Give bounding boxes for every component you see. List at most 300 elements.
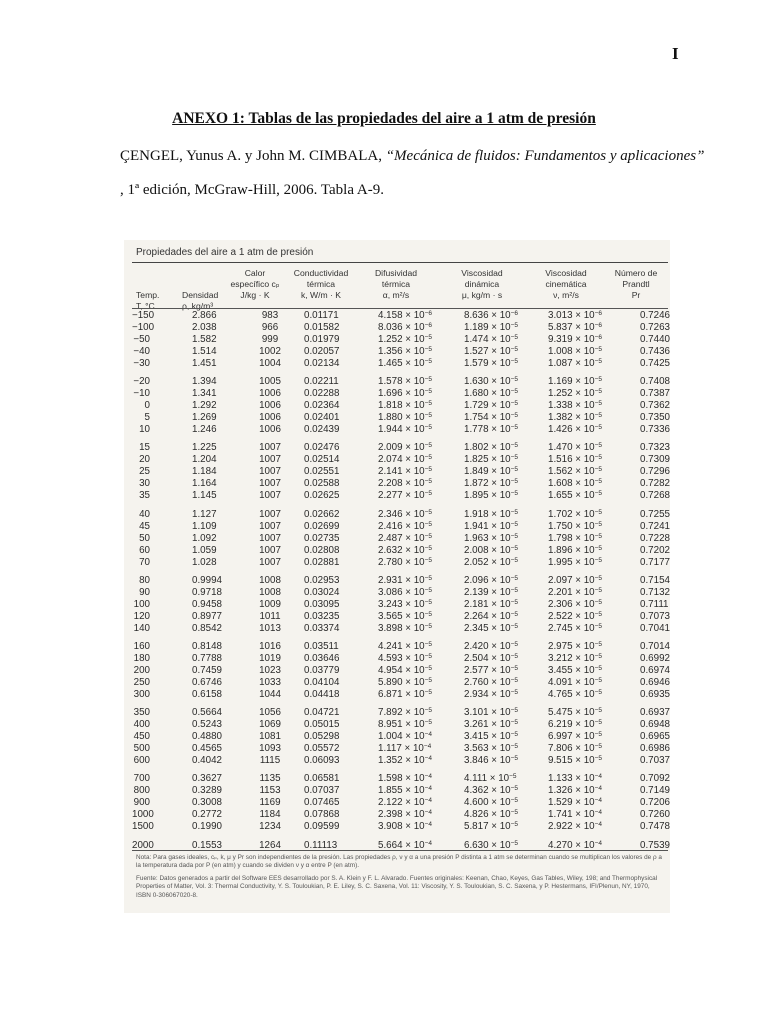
specific-heat-cell: 1007 xyxy=(259,478,281,490)
exponent: −4 xyxy=(594,773,603,781)
temperature-cell: 100 xyxy=(133,598,150,610)
prandtl-cell: 0.7241 xyxy=(640,520,670,532)
diffusivity-cell xyxy=(370,587,456,599)
exponent: −5 xyxy=(510,454,519,462)
diffusivity-cell xyxy=(370,797,456,809)
header-density-line: ρ, kg/m³ xyxy=(182,300,214,311)
diffusivity-cell xyxy=(370,701,456,719)
temperature-cell: −30 xyxy=(133,358,150,369)
kinematic-viscosity-cell xyxy=(540,731,624,743)
mantissa: 1.680 xyxy=(464,388,489,400)
mantissa: 1.696 xyxy=(378,388,403,400)
times-ten: × 10 xyxy=(572,785,595,797)
times-ten: × 10 xyxy=(402,532,425,544)
times-ten: × 10 xyxy=(572,676,595,688)
dynamic-viscosity-cell xyxy=(456,689,540,701)
specific-heat-cell: 1081 xyxy=(259,731,281,743)
times-ten: × 10 xyxy=(402,478,425,490)
kinematic-viscosity-cell xyxy=(540,466,624,478)
kinematic-viscosity-cell xyxy=(540,545,624,557)
density-cell: 0.6746 xyxy=(192,676,222,688)
table-row xyxy=(132,569,668,587)
exponent: −5 xyxy=(424,346,433,353)
mantissa: 3.898 xyxy=(378,622,403,634)
table-row xyxy=(132,478,668,490)
diffusivity-cell xyxy=(370,611,456,623)
diffusivity-cell xyxy=(370,653,456,665)
prandtl-cell: 0.7362 xyxy=(640,400,670,412)
dynamic-viscosity-cell xyxy=(456,635,540,653)
times-ten: × 10 xyxy=(572,707,595,719)
mantissa: 4.270 xyxy=(548,839,573,851)
prandtl-cell: 0.7037 xyxy=(640,755,670,767)
conductivity-cell: 0.02881 xyxy=(304,556,340,568)
times-ten: × 10 xyxy=(488,785,511,797)
table-row xyxy=(132,623,668,635)
exponent: −4 xyxy=(424,839,433,847)
exponent: −6 xyxy=(424,322,433,329)
mantissa: 3.086 xyxy=(378,586,403,598)
conductivity-cell: 0.06581 xyxy=(304,773,340,785)
header-nu-line: ν, m²/s xyxy=(553,289,579,300)
exponent: −5 xyxy=(510,707,519,715)
table-top-rule xyxy=(132,262,668,263)
specific-heat-cell: 1115 xyxy=(259,755,281,767)
times-ten: × 10 xyxy=(402,310,425,321)
temperature-cell: 200 xyxy=(133,664,150,676)
density-cell: 0.4042 xyxy=(192,755,222,767)
prandtl-cell: 0.7336 xyxy=(640,424,670,436)
mantissa: 4.954 xyxy=(378,664,403,676)
exponent: −5 xyxy=(424,358,433,365)
exponent: −5 xyxy=(594,664,603,672)
table-row xyxy=(132,701,668,719)
mantissa: 1.802 xyxy=(464,442,489,454)
times-ten: × 10 xyxy=(402,640,425,652)
exponent: −5 xyxy=(424,652,433,660)
mantissa: 2.632 xyxy=(378,544,403,556)
density-cell: 0.5664 xyxy=(192,707,222,719)
exponent: −5 xyxy=(594,719,603,727)
density-cell: 0.7459 xyxy=(192,664,222,676)
times-ten: × 10 xyxy=(488,676,511,688)
header-alpha-line: Difusividad xyxy=(374,268,418,278)
table-bottom-rule xyxy=(132,850,668,851)
mantissa: 1.189 xyxy=(464,322,489,333)
times-ten: × 10 xyxy=(572,322,595,333)
dynamic-viscosity-cell xyxy=(456,719,540,731)
mantissa: 1.855 xyxy=(378,785,403,797)
exponent: −5 xyxy=(510,322,519,329)
times-ten: × 10 xyxy=(402,785,425,797)
temperature-cell: 90 xyxy=(139,586,150,598)
header-bottom-rule xyxy=(132,308,668,309)
specific-heat-cell: 1033 xyxy=(259,676,281,688)
kinematic-viscosity-cell xyxy=(540,719,624,731)
header-pr-line: Prandtl xyxy=(622,278,650,289)
temperature-cell: 250 xyxy=(133,676,150,688)
temperature-cell: 40 xyxy=(139,508,150,520)
specific-heat-cell: 1056 xyxy=(259,707,281,719)
exponent: −5 xyxy=(510,466,519,474)
times-ten: × 10 xyxy=(488,731,511,743)
header-thermal-conductivity xyxy=(286,268,356,312)
specific-heat-cell: 1006 xyxy=(259,388,281,400)
times-ten: × 10 xyxy=(488,574,511,586)
dynamic-viscosity-cell xyxy=(456,653,540,665)
dynamic-viscosity-cell xyxy=(456,436,540,454)
table-row xyxy=(132,490,668,502)
mantissa: 2.345 xyxy=(464,622,489,634)
times-ten: × 10 xyxy=(488,520,511,532)
kinematic-viscosity-cell xyxy=(540,533,624,545)
prandtl-cell: 0.7425 xyxy=(640,358,670,369)
table-row xyxy=(132,731,668,743)
times-ten: × 10 xyxy=(488,346,511,357)
mantissa: 3.455 xyxy=(548,664,573,676)
times-ten: × 10 xyxy=(402,346,425,357)
exponent: −5 xyxy=(424,610,433,618)
header-density-line: Densidad xyxy=(182,290,219,300)
prandtl-cell: 0.7154 xyxy=(640,574,670,586)
times-ten: × 10 xyxy=(402,622,425,634)
density-cell: 0.6158 xyxy=(192,688,222,700)
conductivity-cell: 0.02551 xyxy=(304,466,340,478)
conductivity-cell: 0.06093 xyxy=(304,755,340,767)
table-row xyxy=(132,833,668,851)
mantissa: 2.008 xyxy=(464,544,489,556)
citation-details: , 1ª edición, McGraw-Hill, 2006. Tabla A-9. xyxy=(120,182,385,198)
prandtl-cell: 0.6935 xyxy=(640,688,670,700)
kinematic-viscosity-cell xyxy=(540,833,624,851)
citation-line-1 xyxy=(120,148,705,165)
times-ten: × 10 xyxy=(572,797,595,809)
exponent: −5 xyxy=(594,454,603,462)
exponent: −5 xyxy=(510,400,519,408)
exponent: −5 xyxy=(510,508,519,516)
density-cell: 2.038 xyxy=(192,322,217,333)
dynamic-viscosity-cell xyxy=(456,370,540,388)
mantissa: 1.798 xyxy=(548,532,573,544)
header-pr-line: Número de xyxy=(614,268,658,278)
exponent: −5 xyxy=(510,376,519,384)
conductivity-cell: 0.02439 xyxy=(304,424,340,436)
exponent: −5 xyxy=(594,544,603,552)
times-ten: × 10 xyxy=(488,821,511,833)
specific-heat-cell: 1009 xyxy=(259,598,281,610)
temperature-cell: −150 xyxy=(132,310,155,321)
diffusivity-cell xyxy=(370,635,456,653)
kinematic-viscosity-cell xyxy=(540,701,624,719)
density-cell: 1.059 xyxy=(192,544,217,556)
kinematic-viscosity-cell xyxy=(540,743,624,755)
exponent: −5 xyxy=(424,640,433,648)
mantissa: 1.356 xyxy=(378,346,403,357)
exponent: −5 xyxy=(594,346,603,353)
times-ten: × 10 xyxy=(402,358,425,369)
exponent: −5 xyxy=(594,652,603,660)
exponent: −5 xyxy=(424,478,433,486)
exponent: −5 xyxy=(594,688,603,696)
exponent: −5 xyxy=(424,376,433,384)
table-row xyxy=(132,719,668,731)
dynamic-viscosity-cell xyxy=(456,466,540,478)
mantissa: 1.529 xyxy=(548,797,573,809)
diffusivity-cell xyxy=(370,665,456,677)
mantissa: 1.778 xyxy=(464,424,489,436)
kinematic-viscosity-cell xyxy=(540,755,624,767)
mantissa: 1.941 xyxy=(464,520,489,532)
conductivity-cell: 0.02699 xyxy=(304,520,340,532)
table-row xyxy=(132,797,668,809)
kinematic-viscosity-cell xyxy=(540,521,624,533)
kinematic-viscosity-cell xyxy=(540,412,624,424)
table-row xyxy=(132,424,668,436)
exponent: −5 xyxy=(594,622,603,630)
conductivity-cell: 0.07037 xyxy=(304,785,340,797)
mantissa: 2.780 xyxy=(378,556,403,568)
mantissa: 4.593 xyxy=(378,652,403,664)
temperature-cell: 180 xyxy=(133,652,150,664)
exponent: −5 xyxy=(424,586,433,594)
times-ten: × 10 xyxy=(488,688,511,700)
mantissa: 2.975 xyxy=(548,640,573,652)
mantissa: 4.091 xyxy=(548,676,573,688)
times-ten: × 10 xyxy=(488,809,511,821)
mantissa: 1.872 xyxy=(464,478,489,490)
density-cell: 0.4565 xyxy=(192,743,222,755)
exponent: −6 xyxy=(510,310,519,317)
times-ten: × 10 xyxy=(572,755,595,767)
mantissa: 2.096 xyxy=(464,574,489,586)
times-ten: × 10 xyxy=(402,556,425,568)
mantissa: 2.577 xyxy=(464,664,489,676)
exponent: −5 xyxy=(510,490,519,498)
times-ten: × 10 xyxy=(402,664,425,676)
citation-authors: ÇENGEL, Yunus A. y John M. CIMBALA, xyxy=(120,148,382,164)
table-row xyxy=(132,545,668,557)
exponent: −5 xyxy=(424,664,433,672)
mantissa: 4.158 xyxy=(378,310,403,321)
table-row xyxy=(132,454,668,466)
mantissa: 2.934 xyxy=(464,688,489,700)
mantissa: 1.516 xyxy=(548,454,573,466)
mantissa: 1.944 xyxy=(378,424,403,436)
kinematic-viscosity-cell xyxy=(540,587,624,599)
mantissa: 1.702 xyxy=(548,508,573,520)
times-ten: × 10 xyxy=(488,442,511,454)
mantissa: 1.754 xyxy=(464,412,489,424)
mantissa: 3.563 xyxy=(464,743,489,755)
mantissa: 2.264 xyxy=(464,610,489,622)
mantissa: 1.474 xyxy=(464,334,489,345)
exponent: −5 xyxy=(594,442,603,450)
mantissa: 6.871 xyxy=(378,688,403,700)
temperature-cell: 500 xyxy=(133,743,150,755)
table-row xyxy=(132,677,668,689)
mantissa: 6.997 xyxy=(548,731,573,743)
mantissa: 2.141 xyxy=(378,466,403,478)
mantissa: 3.846 xyxy=(464,755,489,767)
exponent: −4 xyxy=(423,743,432,751)
header-nu-line: cinemática xyxy=(545,278,587,289)
density-cell: 1.246 xyxy=(192,424,217,436)
times-ten: × 10 xyxy=(487,773,510,785)
table-row xyxy=(132,310,668,322)
times-ten: × 10 xyxy=(402,322,425,333)
times-ten: × 10 xyxy=(402,797,425,809)
temperature-cell: 120 xyxy=(133,610,150,622)
kinematic-viscosity-cell xyxy=(540,677,624,689)
dynamic-viscosity-cell xyxy=(456,557,540,569)
specific-heat-cell: 1011 xyxy=(259,610,281,622)
mantissa: 5.837 xyxy=(548,322,573,333)
conductivity-cell: 0.03779 xyxy=(304,664,340,676)
exponent: −5 xyxy=(424,532,433,540)
table-source: Fuente: Datos generados a partir del Software EES desarrollado por S. A. Klein y F. L. Alvarado. Fuentes originales: Keenan, Chao, Keyes, Gas Tables, Wiley, 198; and Thermophysical Properties of Matter, Vol. 3: Thermal Conductivity, Y. S. Touloukian, P. E. Liley, S. C. Saxena, Vol. 11: Viscosity, Y. S. Touloukian, S. C. Saxena, y P. Hestermans, IFI/Plenun, NY, 1970, ISBN 0-306067020-8. xyxy=(136,874,658,899)
exponent: −5 xyxy=(424,508,433,516)
exponent: −6 xyxy=(594,310,603,317)
conductivity-cell: 0.07465 xyxy=(304,797,340,809)
mantissa: 1.133 xyxy=(548,773,573,785)
times-ten: × 10 xyxy=(402,454,425,466)
kinematic-viscosity-cell xyxy=(540,346,624,358)
table-row xyxy=(132,557,668,569)
mantissa: 2.074 xyxy=(378,454,403,466)
specific-heat-cell: 1169 xyxy=(259,797,281,809)
times-ten: × 10 xyxy=(488,400,511,412)
temperature-cell: 50 xyxy=(139,532,150,544)
table-row xyxy=(132,502,668,520)
exponent: −5 xyxy=(594,358,603,365)
exponent: −4 xyxy=(594,821,603,829)
diffusivity-cell xyxy=(370,322,456,334)
mantissa: 4.362 xyxy=(464,785,489,797)
times-ten: × 10 xyxy=(402,598,425,610)
diffusivity-cell xyxy=(370,599,456,611)
specific-heat-cell: 1006 xyxy=(259,400,281,412)
times-ten: × 10 xyxy=(488,424,511,436)
mantissa: 2.416 xyxy=(378,520,403,532)
times-ten: × 10 xyxy=(572,310,595,321)
table-row xyxy=(132,400,668,412)
exponent: −5 xyxy=(510,797,519,805)
times-ten: × 10 xyxy=(488,490,511,502)
exponent: −5 xyxy=(424,719,433,727)
times-ten: × 10 xyxy=(402,388,425,400)
mantissa: 1.352 xyxy=(378,755,403,767)
specific-heat-cell: 1044 xyxy=(259,688,281,700)
temperature-cell: 800 xyxy=(133,785,150,797)
exponent: −5 xyxy=(594,586,603,594)
kinematic-viscosity-cell xyxy=(540,809,624,821)
mantissa: 2.504 xyxy=(464,652,489,664)
prandtl-cell: 0.7177 xyxy=(640,556,670,568)
prandtl-cell: 0.7255 xyxy=(640,508,670,520)
exponent: −5 xyxy=(510,652,519,660)
mantissa: 1.252 xyxy=(378,334,403,345)
page-number: I xyxy=(672,44,679,63)
mantissa: 3.261 xyxy=(464,719,489,731)
dynamic-viscosity-cell xyxy=(456,400,540,412)
density-cell: 0.5243 xyxy=(192,719,222,731)
table-row xyxy=(132,665,668,677)
times-ten: × 10 xyxy=(572,719,595,731)
mantissa: 1.004 xyxy=(378,731,403,743)
times-ten: × 10 xyxy=(488,797,511,809)
citation-book-title: “Mecánica de fluidos: Fundamentos y aplicaciones” xyxy=(385,148,705,164)
density-cell: 0.3289 xyxy=(192,785,222,797)
exponent: −5 xyxy=(510,424,519,432)
exponent: −5 xyxy=(594,508,603,516)
diffusivity-cell xyxy=(370,454,456,466)
kinematic-viscosity-cell xyxy=(540,821,624,833)
times-ten: × 10 xyxy=(402,466,425,478)
times-ten: × 10 xyxy=(488,743,511,755)
times-ten: × 10 xyxy=(572,809,595,821)
exponent: −5 xyxy=(510,598,519,606)
density-cell: 0.8977 xyxy=(192,610,222,622)
temperature-cell: 10 xyxy=(139,424,150,436)
table-row xyxy=(132,533,668,545)
kinematic-viscosity-cell xyxy=(540,569,624,587)
diffusivity-cell xyxy=(370,490,456,502)
dynamic-viscosity-cell xyxy=(456,611,540,623)
conductivity-cell: 0.09599 xyxy=(304,821,340,833)
exponent: −4 xyxy=(594,809,603,817)
prandtl-cell: 0.7246 xyxy=(640,310,670,321)
mantissa: 1.880 xyxy=(378,412,403,424)
header-mu-line: dinámica xyxy=(464,278,500,289)
exponent: −5 xyxy=(510,532,519,540)
header-specific-heat xyxy=(224,268,286,312)
mantissa: 2.122 xyxy=(378,797,403,809)
exponent: −5 xyxy=(424,400,433,408)
table-row xyxy=(132,521,668,533)
times-ten: × 10 xyxy=(572,466,595,478)
mantissa: 1.578 xyxy=(378,376,403,388)
kinematic-viscosity-cell xyxy=(540,454,624,466)
conductivity-cell: 0.02625 xyxy=(304,490,340,502)
mantissa: 1.995 xyxy=(548,556,573,568)
specific-heat-cell: 1005 xyxy=(259,376,281,388)
times-ten: × 10 xyxy=(572,556,595,568)
dynamic-viscosity-cell xyxy=(456,478,540,490)
specific-heat-cell: 1007 xyxy=(259,532,281,544)
table-row xyxy=(132,587,668,599)
exponent: −5 xyxy=(424,490,433,498)
exponent: −5 xyxy=(594,412,603,420)
prandtl-cell: 0.6986 xyxy=(640,743,670,755)
table-note: Nota: Para gases ideales, cₚ, k, μ y Pr son independientes de la presión. Las propiedades ρ, ν y α a una presión P distinta a 1 atm se determinan cuando se multiplican los valores de ρ a la temperatura dada por P (en atm) y cuando se dividen ν y α entre P (en atm). xyxy=(136,854,662,870)
conductivity-cell: 0.02735 xyxy=(304,532,340,544)
mantissa: 1.895 xyxy=(464,490,489,502)
conductivity-cell: 0.03374 xyxy=(304,622,340,634)
kinematic-viscosity-cell xyxy=(540,557,624,569)
prandtl-cell: 0.7092 xyxy=(640,773,670,785)
prandtl-cell: 0.7268 xyxy=(640,490,670,502)
times-ten: × 10 xyxy=(488,610,511,622)
times-ten: × 10 xyxy=(488,839,511,851)
dynamic-viscosity-cell xyxy=(456,502,540,520)
diffusivity-cell xyxy=(370,623,456,635)
specific-heat-cell: 1016 xyxy=(259,640,281,652)
mantissa: 1.750 xyxy=(548,520,573,532)
conductivity-cell: 0.02476 xyxy=(304,442,340,454)
scanned-table-image xyxy=(124,240,670,913)
air-properties-table xyxy=(132,310,668,852)
prandtl-cell: 0.6948 xyxy=(640,719,670,731)
